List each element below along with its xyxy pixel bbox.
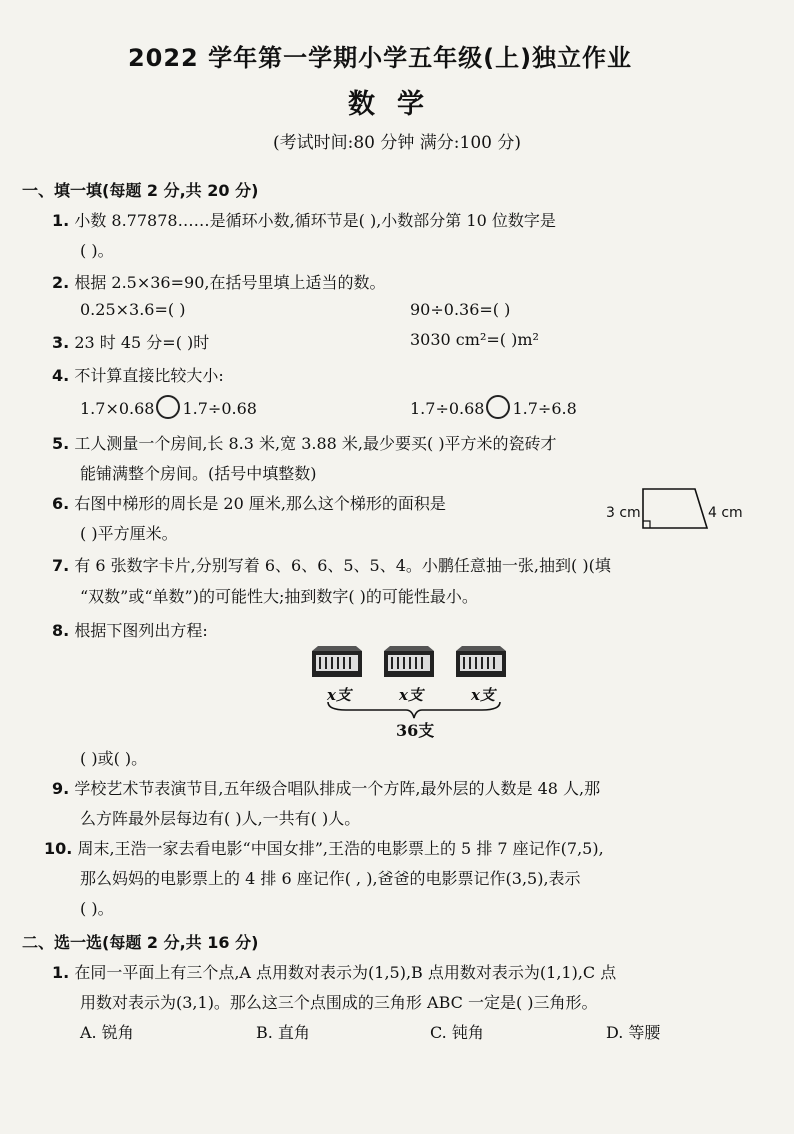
q6-line2: ( )平方厘米。 bbox=[80, 524, 178, 543]
q3-number: 3. bbox=[52, 333, 70, 352]
q6-number: 6. bbox=[52, 494, 70, 513]
q9-text: 学校艺术节表演节目,五年级合唱队排成一个方阵,最外层的人数是 48 人,那 bbox=[74, 779, 601, 798]
q9-line1 bbox=[52, 776, 600, 799]
q2-number: 2. bbox=[52, 273, 70, 292]
pencil-boxes-illustration bbox=[310, 645, 510, 681]
option-b[interactable]: B. 直角 bbox=[256, 1023, 310, 1042]
q1-line2: ( )。 bbox=[80, 241, 114, 260]
q4-left-a: 1.7×0.68 bbox=[80, 399, 155, 418]
q4-number: 4. bbox=[52, 366, 70, 385]
option-a[interactable]: A. 锐角 bbox=[80, 1023, 134, 1042]
q1-number: 1. bbox=[52, 211, 70, 230]
q1-text: 小数 8.77878……是循环小数,循环节是( ),小数部分第 10 位数字是 bbox=[74, 211, 556, 230]
q2-left: 0.25×3.6=( ) bbox=[80, 300, 186, 319]
subject-title: 数学 bbox=[348, 89, 446, 120]
q8-line1 bbox=[52, 618, 208, 641]
option-d[interactable]: D. 等腰 bbox=[606, 1023, 661, 1042]
q3-right: 3030 cm²=( )m² bbox=[410, 330, 539, 349]
box-label-1: x支 bbox=[327, 686, 351, 704]
q8-number: 8. bbox=[52, 621, 70, 640]
total-brace bbox=[326, 700, 502, 720]
q2-line1 bbox=[52, 270, 385, 293]
pencil-box-icon bbox=[384, 646, 434, 677]
q10-line3: ( )。 bbox=[80, 899, 114, 918]
q8-text: 根据下图列出方程: bbox=[74, 621, 208, 640]
q6-line1 bbox=[52, 491, 446, 514]
q9-number: 9. bbox=[52, 779, 70, 798]
q9-line2: 么方阵最外层每边有( )人,一共有( )人。 bbox=[80, 809, 361, 828]
q10-line1 bbox=[44, 836, 604, 859]
section2-heading: 二、选一选(每题 2 分,共 16 分) bbox=[22, 933, 259, 952]
s2-q1-line2: 用数对表示为(3,1)。那么这三个点围成的三角形 ABC 一定是( )三角形。 bbox=[80, 993, 598, 1012]
section1-heading: 一、填一填(每题 2 分,共 20 分) bbox=[22, 181, 259, 200]
q4-compare-left bbox=[80, 395, 257, 419]
q4-right-a: 1.7÷0.68 bbox=[410, 399, 485, 418]
q3-left: 23 时 45 分=( )时 bbox=[74, 333, 210, 352]
q7-line1 bbox=[52, 553, 611, 576]
q2-text: 根据 2.5×36=90,在括号里填上适当的数。 bbox=[74, 273, 386, 292]
q5-number: 5. bbox=[52, 434, 70, 453]
trapezoid-left-label: 3 cm bbox=[606, 505, 641, 521]
compare-circle[interactable] bbox=[486, 395, 510, 419]
s2-q1-text: 在同一平面上有三个点,A 点用数对表示为(1,5),B 点用数对表示为(1,1),C 点 bbox=[74, 963, 617, 982]
q10-text: 周末,王浩一家去看电影“中国女排”,王浩的电影票上的 5 排 7 座记作(7,5), bbox=[77, 839, 604, 858]
q5-line2: 能铺满整个房间。(括号中填整数) bbox=[80, 464, 317, 483]
exam-info: (考试时间:80 分钟 满分:100 分) bbox=[272, 133, 521, 153]
q1-line1 bbox=[52, 208, 556, 231]
q5-line1 bbox=[52, 431, 557, 454]
s2-q1-number: 1. bbox=[52, 963, 70, 982]
q4-compare-right bbox=[410, 395, 577, 419]
trapezoid-figure bbox=[640, 487, 710, 531]
q4-left-b: 1.7÷0.68 bbox=[182, 399, 257, 418]
trapezoid-right-label: 4 cm bbox=[708, 505, 743, 521]
q3-line bbox=[52, 330, 209, 353]
q7-text: 有 6 张数字卡片,分别写着 6、6、6、5、5、4。小鹏任意抽一张,抽到( )(填 bbox=[74, 556, 611, 575]
pencil-box-icon bbox=[312, 646, 362, 677]
page-title: 2022 学年第一学期小学五年级(上)独立作业 bbox=[127, 44, 633, 72]
q4-right-b: 1.7÷6.8 bbox=[512, 399, 577, 418]
pencil-box-icon bbox=[456, 646, 506, 677]
compare-circle[interactable] bbox=[156, 395, 180, 419]
q10-line2: 那么妈妈的电影票上的 4 排 6 座记作( , ),爸爸的电影票记作(3,5),表示 bbox=[80, 869, 581, 888]
q7-line2: “双数”或“单数”)的可能性大;抽到数字( )的可能性最小。 bbox=[80, 587, 478, 606]
option-c[interactable]: C. 钝角 bbox=[430, 1023, 484, 1042]
box-label-2: x支 bbox=[399, 686, 423, 704]
total-label: 36支 bbox=[396, 721, 435, 740]
q4-text: 不计算直接比较大小: bbox=[74, 366, 224, 385]
q2-right: 90÷0.36=( ) bbox=[410, 300, 511, 319]
q7-number: 7. bbox=[52, 556, 70, 575]
q4-line1 bbox=[52, 363, 224, 386]
box-label-3: x支 bbox=[471, 686, 495, 704]
q6-text: 右图中梯形的周长是 20 厘米,那么这个梯形的面积是 bbox=[74, 494, 446, 513]
q8-answer-line: ( )或( )。 bbox=[80, 749, 148, 768]
q5-text: 工人测量一个房间,长 8.3 米,宽 3.88 米,最少要买( )平方米的瓷砖才 bbox=[74, 434, 557, 453]
s2-q1-line1 bbox=[52, 960, 616, 983]
q10-number: 10. bbox=[44, 839, 73, 858]
